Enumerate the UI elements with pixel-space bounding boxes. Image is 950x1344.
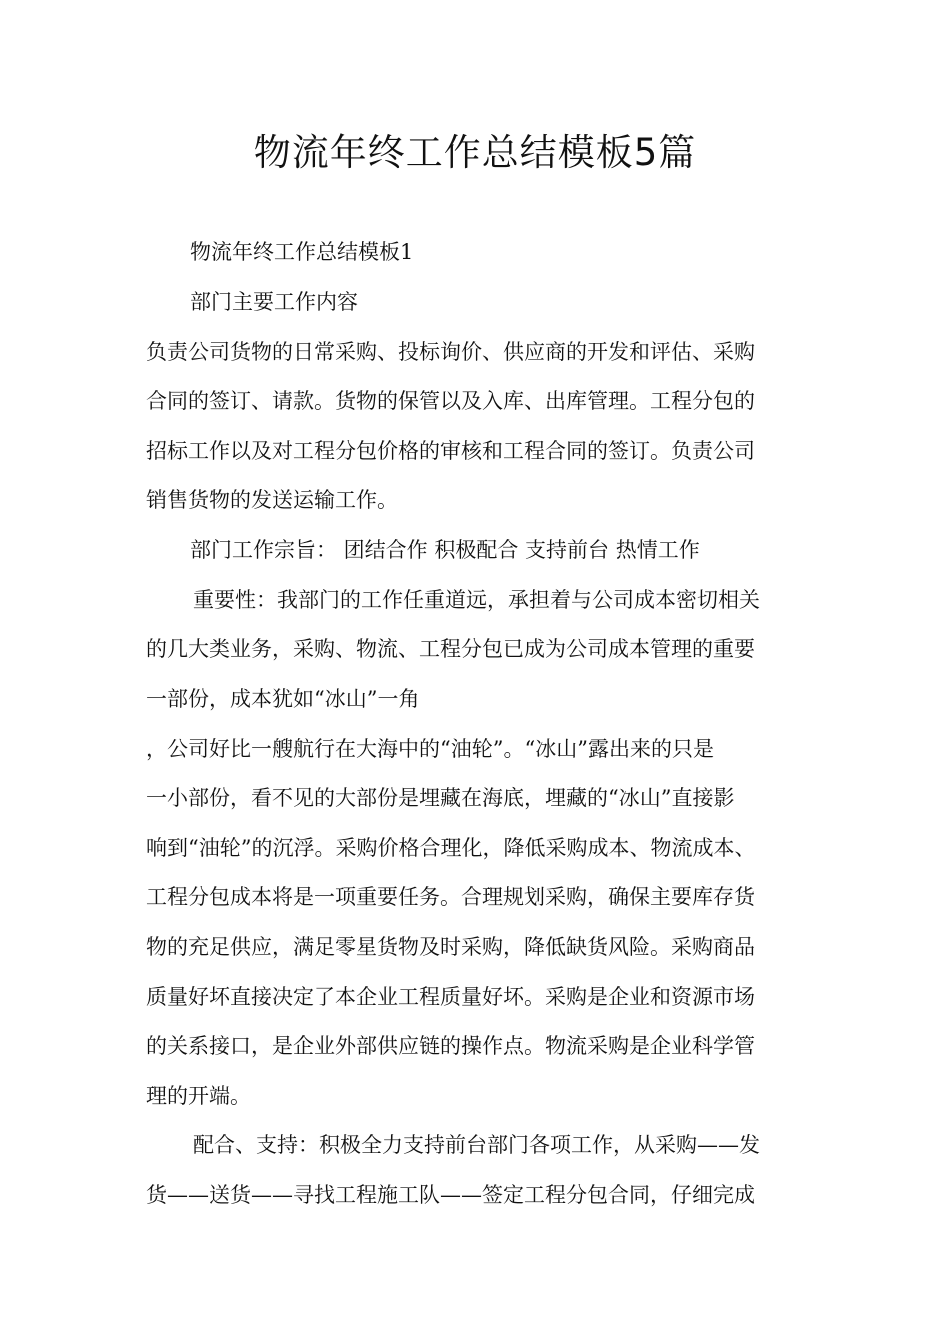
paragraph-line: 响到“油轮”的沉浮。采购价格合理化，降低采购成本、物流成本、 bbox=[146, 836, 756, 860]
paragraph-line: 招标工作以及对工程分包价格的审核和工程合同的签订。负责公司 bbox=[146, 439, 755, 463]
paragraph-line: 配合、支持：积极全力支持前台部门各项工作，从采购——发 bbox=[193, 1133, 760, 1157]
paragraph-line: 工程分包成本将是一项重要任务。合理规划采购，确保主要库存货 bbox=[146, 885, 755, 909]
paragraph-line: 质量好坏直接决定了本企业工程质量好坏。采购是企业和资源市场 bbox=[146, 985, 755, 1009]
paragraph-line: 销售货物的发送运输工作。 bbox=[146, 488, 398, 512]
document-title: 物流年终工作总结模板5篇 bbox=[253, 131, 697, 174]
paragraph-line: 重要性：我部门的工作任重道远，承担着与公司成本密切相关 bbox=[193, 588, 760, 612]
paragraph-line: ，公司好比一艘航行在大海中的“油轮”。“冰山”露出来的只是 bbox=[146, 737, 714, 761]
paragraph-line: 的几大类业务，采购、物流、工程分包已成为公司成本管理的重要 bbox=[146, 637, 755, 661]
paragraph-line: 一部份，成本犹如“冰山”一角 bbox=[146, 687, 420, 711]
subtitle: 物流年终工作总结模板1 bbox=[190, 240, 414, 264]
paragraph-line: 的关系接口，是企业外部供应链的操作点。物流采购是企业科学管 bbox=[146, 1034, 755, 1058]
department-motto: 部门工作宗旨： 团结合作 积极配合 支持前台 热情工作 bbox=[190, 538, 700, 562]
paragraph-line: 合同的签订、请款。货物的保管以及入库、出库管理。工程分包的 bbox=[146, 389, 755, 413]
paragraph-line: 货——送货——寻找工程施工队——签定工程分包合同，仔细完成 bbox=[146, 1183, 755, 1207]
paragraph-line: 物的充足供应，满足零星货物及时采购，降低缺货风险。采购商品 bbox=[146, 935, 755, 959]
section-heading: 部门主要工作内容 bbox=[190, 290, 358, 314]
paragraph-line: 理的开端。 bbox=[146, 1084, 251, 1108]
paragraph-line: 一小部份，看不见的大部份是埋藏在海底，埋藏的“冰山”直接影 bbox=[146, 786, 735, 810]
paragraph-line: 负责公司货物的日常采购、投标询价、供应商的开发和评估、采购 bbox=[146, 340, 755, 364]
